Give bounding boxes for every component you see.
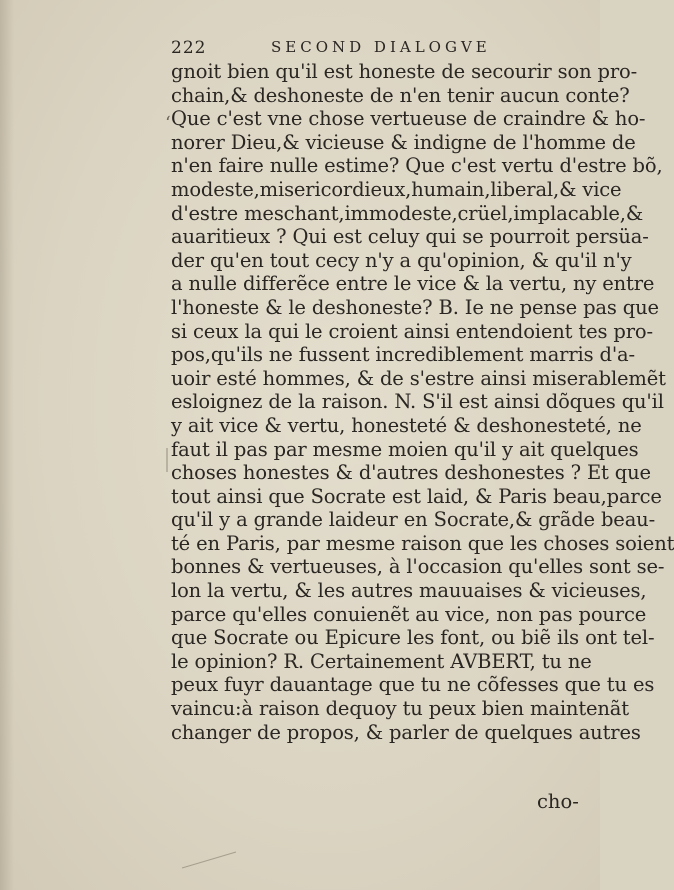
running-title: SECOND DIALOGVE	[271, 38, 491, 56]
text-line: norer Dieu,& vicieuse & indigne de l'homme de	[171, 130, 636, 154]
page-number: 222	[171, 38, 207, 58]
text-line: vaincu:à raison dequoy tu peux bien maintenãt	[171, 697, 629, 721]
text-line: si ceux la qui le croient ainsi entendoient tes pro-	[171, 319, 653, 343]
text-line: choses honestes & d'autres deshonestes ? Et que	[171, 461, 651, 485]
text-line: auaritieux ? Qui est celuy qui se pourroit persüa-	[171, 225, 649, 249]
text-line: parce qu'elles conuienẽt au vice, non pas pource	[171, 602, 647, 626]
text-line: Que c'est vne chose vertueuse de craindre & ho-	[171, 107, 646, 131]
page-gutter-shadow	[0, 0, 14, 890]
page-header	[171, 38, 501, 62]
text-line: n'en faire nulle estime? Que c'est vertu d'estre bõ,	[171, 154, 663, 178]
text-line: y ait vice & vertu, honesteté & deshonesteté, ne	[171, 413, 642, 437]
text-line: faut il pas par mesme moien qu'il y ait quelques	[171, 437, 639, 461]
text-line: chain,& deshoneste de n'en tenir aucun conte?	[171, 83, 630, 107]
text-line: que Socrate ou Epicure les font, ou biẽ ils ont tel-	[171, 626, 655, 650]
text-line: pos,qu'ils ne fussent incrediblement marris d'a-	[171, 343, 635, 367]
text-line: d'estre meschant,immodeste,crüel,implacable,&	[171, 201, 644, 225]
margin-pen-mark: ‘	[165, 113, 171, 134]
text-line: lon la vertu, & les autres mauuaises & vicieuses,	[171, 579, 647, 603]
text-line: a nulle differẽce entre le vice & la vertu, ny entre	[171, 272, 655, 296]
text-line: té en Paris, par mesme raison que les choses soient	[171, 531, 674, 555]
text-line: esloignez de la raison. N. S'il est ainsi dõques qu'il	[171, 390, 664, 414]
body-text	[171, 60, 674, 744]
text-line: qu'il y a grande laideur en Socrate,& grãde beau-	[171, 508, 656, 532]
text-line: der qu'en tout cecy n'y a qu'opinion, & qu'il n'y	[171, 248, 632, 272]
text-line: peux fuyr dauantage que tu ne cõfesses que tu es	[171, 673, 655, 697]
text-line: changer de propos, & parler de quelques autres	[171, 720, 641, 744]
text-line: uoir esté hommes, & de s'estre ainsi miserablemẽt	[171, 366, 666, 390]
margin-bracket-mark	[166, 448, 168, 472]
text-line: l'honeste & le deshoneste? B. Ie ne pense pas que	[171, 295, 659, 319]
text-line: le opinion? R. Certainement AVBERT, tu ne	[171, 649, 592, 673]
text-line: bonnes & vertueuses, à l'occasion qu'elles sont se-	[171, 555, 665, 579]
text-line: gnoit bien qu'il est honeste de secourir son pro-	[171, 60, 638, 83]
pencil-stroke-mark	[180, 848, 240, 872]
text-line: tout ainsi que Socrate est laid, & Paris beau,parce	[171, 484, 662, 508]
text-line: modeste,misericordieux,humain,liberal,& vice	[171, 177, 622, 201]
catchword: cho-	[537, 790, 579, 813]
